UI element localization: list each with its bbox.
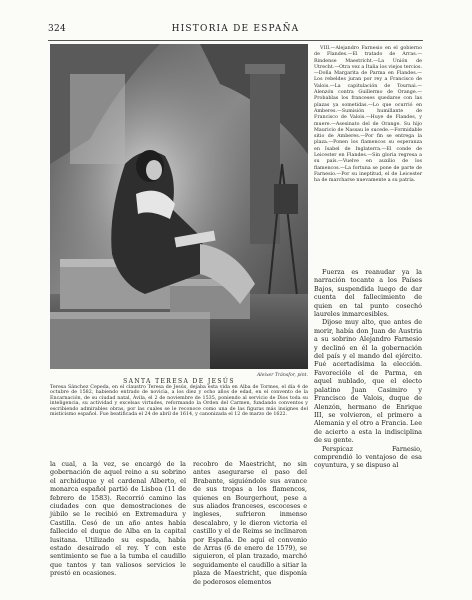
paragraph: recobro de Maestricht, no sin antes asegurarse el paso del Brabante, siguiéndole sus avance de sus tropas a los flamencos, quienes en Bourgerhout, pese a sus aliados franceses, escoceses e ingleses, sufrieron inmenso descalabro, y le dieron victoria el castillo y el de Reims se inclinaron por España. De aquí el convenio de Arras (6 de enero de 1579), se siguieron, el plan trazado, marchó seguidamente el caudillo a sitiar la plaza de Maestricht, que disponía de poderosos elementos (193, 460, 307, 586)
painting-credit: Aleixer Tránsfor, pint. (256, 373, 308, 378)
figure-title: SANTA TERESA DE JESÚS (123, 378, 235, 385)
painting-image (50, 44, 308, 369)
page-header (48, 24, 423, 38)
running-title: HISTORIA DE ESPAÑA (171, 24, 300, 34)
figure-caption: Teresa Sánchez Cepeda, en el claustro Teresa de Jesús, dejaba esta vida en Alba de Tormes, el día 4 de octubre de 1582, habiendo entrado de novicia, a los diez y ocho años de edad, en el convento de la Encarnación, de su ciudad natal, Ávila, el 2 de noviembre de 1535, poniendo al servicio de Dios toda su inteligencia, su actividad y excelsas virtudes, reformando la Orden del Carmen, fundando conventos y escribiendo admirables obras, por las cuales se le reconoce como una de las figuras más insignes del misticismo español. Fue beatificada el 24 de abril de 1614, y canonizada el 12 de marzo de 1622. (50, 385, 308, 418)
paragraph: Dijose muy alto, que antes de morir, había don Juan de Austria a su sobrino Alejandro Farnesio y declinó en él la gobernación del país y el mando del ejército. Fué acertadísima la elección. Favorecióle el de Parma, en aquel nublado, que el electo palatino Juan Casimiro y Francisco de Valois, duque de Alenzón, hermano de Enrique III, se volvieron, el primero a Alemania y el otro a Francia. Lee de acierto a esta la indisciplina de su gente. (314, 318, 422, 445)
painting-illustration (50, 44, 308, 369)
header-rule (48, 40, 423, 41)
bottom-middle-column (193, 460, 307, 586)
paragraph: Fuerza es reanudar ya la narración tocante a los Países Bajos, suspendida luego de dar cuenta del fallecimiento de quien en tal punto cosechó laureles inmarcesibles. (314, 268, 422, 319)
page-number: 324 (48, 24, 67, 34)
paragraph: Perspicaz Farnesio, comprendió lo ventajoso de esa coyuntura, y se dispuso al (314, 444, 422, 470)
right-column-text (314, 268, 422, 470)
bottom-left-column (50, 460, 186, 578)
chapter-summary: VIII.—Alejandro Farnesio en el gobierno de Flandes.—El tratado de Arras.—Rindense Maestricht.—La Unión de Utrecht.—Otra vez a Italia los viejos tercios.—Doña Margarita de Parma en Flandes.—Los rebeldes juran por rey a Francisco de Valois.—La capitulación de Tournai.—Alenzón contra Guillermo de Orange.—Probablas los franceses quedarse con las plazas ya sometidas.—Lo que ocurrió en Amberes.—Sumisión humillante de Francisco de Valois.—Huye de Flandes, y muere.—Asesinato del de Orange. Su hijo Mauricio de Nassau le sucede.—Formidable sitio de Amberes.—Por fin se entrega la plaza.—Ponen los flamencos su esperanza en Isabel de Inglaterra.—El conde de Leicester en Flandes.—Sin gloria regresa a su país.—Vuelve en auxilio de los flamencos.—La fortuna se pone de parte de Farnesio.—Por su ineptitud, el de Leicester ha de marcharse nuevamente a su patria. (314, 46, 422, 184)
paragraph: la cual, a la vez, se encargó de la gobernación de aquel reino a su sobrino el archiduque y el cardenal Alberto, el monarca español partió de Lisboa (11 de febrero de 1583). Recorrió camino las ciudades con que demostraciones de júbilo se le recibió en Extremadura y Castilla. Cesó de un año antes había fallecido el duque de Alba en la capital lusitana. Utilizado su espada, había estado desairado el rey. Y con este sentimiento se fue a la tumba el caudillo que tantos y tan valiosos servicios le prestó en ocasiones. (50, 460, 186, 578)
